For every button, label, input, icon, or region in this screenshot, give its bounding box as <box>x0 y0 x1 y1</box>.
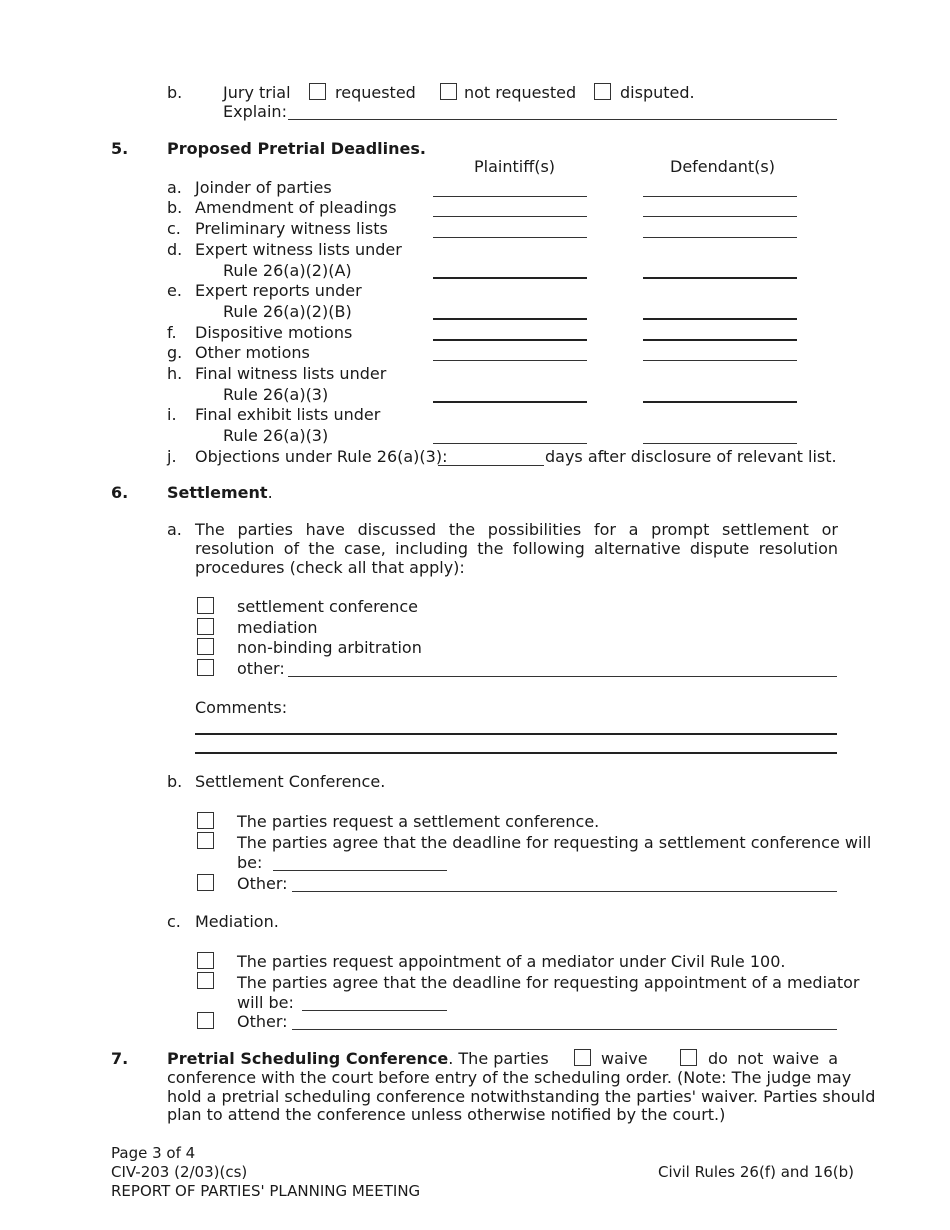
plaintiff-date-line[interactable] <box>433 196 587 197</box>
deadline-letter: h. <box>167 364 183 383</box>
adr-checkbox[interactable] <box>197 597 214 614</box>
waive-checkbox[interactable] <box>574 1049 591 1066</box>
objections-days-line[interactable] <box>438 465 544 466</box>
footer-form-number: CIV-203 (2/03)(cs) <box>111 1163 248 1181</box>
comments-line[interactable] <box>195 752 837 754</box>
defendant-date-line[interactable] <box>643 237 797 238</box>
not-waive-checkbox[interactable] <box>680 1049 697 1066</box>
jury-trial-label: Jury trial <box>223 83 291 102</box>
sub-letter: c. <box>167 912 181 931</box>
plaintiff-date-line[interactable] <box>433 339 587 341</box>
adr-paragraph: The parties have discussed the possibilities for a prompt settlement or resolution of the case, including the following alternative dispute resolution procedures (check all that apply): <box>195 520 838 577</box>
comments-line[interactable] <box>195 733 837 735</box>
subsection-title: Settlement Conference. <box>195 772 386 791</box>
mediation-option-label: The parties agree that the deadline for requesting appointment of a mediator <box>237 973 860 992</box>
deadline-letter: e. <box>167 281 182 300</box>
comments-label: Comments: <box>195 698 288 717</box>
mediation-option-label: The parties request appointment of a mediator under Civil Rule 100. <box>237 952 786 971</box>
mediation-other-line[interactable] <box>292 1029 837 1030</box>
jury-disputed-checkbox[interactable] <box>594 83 611 100</box>
plaintiff-date-line[interactable] <box>433 401 587 403</box>
settlement-option-label: The parties agree that the deadline for requesting a settlement conference will <box>237 833 872 852</box>
settlement-deadline-line[interactable] <box>273 870 447 871</box>
defendant-date-line[interactable] <box>643 443 797 444</box>
section-number: 5. <box>111 139 129 158</box>
deadline-label: Amendment of pleadings <box>195 198 397 217</box>
jury-requested-label: requested <box>335 83 416 102</box>
pretrial-title: Pretrial Scheduling Conference <box>167 1049 449 1068</box>
pretrial-text-line: plan to attend the conference unless otherwise notified by the court.) <box>167 1105 726 1124</box>
plaintiff-date-line[interactable] <box>433 237 587 238</box>
section-title <box>167 483 273 503</box>
defendant-date-line[interactable] <box>643 318 797 320</box>
sub-letter: a. <box>167 520 182 539</box>
plaintiff-column-header: Plaintiff(s) <box>474 157 556 176</box>
deadline-rule: Rule 26(a)(3) <box>223 426 329 445</box>
plaintiff-date-line[interactable] <box>433 360 587 361</box>
deadline-rule: Rule 26(a)(2)(B) <box>223 302 352 321</box>
deadline-label: Expert reports under <box>195 281 362 300</box>
item-letter: b. <box>167 83 183 102</box>
jury-not-requested-label: not requested <box>464 83 577 102</box>
deadline-label: Joinder of parties <box>195 178 332 197</box>
objections-suffix: days after disclosure of relevant list. <box>545 447 837 466</box>
section-number: 6. <box>111 483 129 502</box>
defendant-date-line[interactable] <box>643 339 797 341</box>
settlement-title-period: . <box>267 483 273 502</box>
adr-checkbox[interactable] <box>197 659 214 676</box>
explain-label: Explain: <box>223 102 287 121</box>
section-title: Proposed Pretrial Deadlines. <box>167 139 426 158</box>
defendant-date-line[interactable] <box>643 401 797 403</box>
settlement-option-label: The parties request a settlement conference. <box>237 812 600 831</box>
settlement-option-label: be: <box>237 853 263 872</box>
deadline-label: Final witness lists under <box>195 364 387 383</box>
sub-letter: b. <box>167 772 183 791</box>
jury-requested-checkbox[interactable] <box>309 83 326 100</box>
mediator-request-checkbox[interactable] <box>197 952 214 969</box>
deadline-letter: a. <box>167 178 182 197</box>
pretrial-text-line: conference with the court before entry of the scheduling order. (Note: The judge may <box>167 1068 852 1087</box>
pretrial-text-line: hold a pretrial scheduling conference notwithstanding the parties' waiver. Parties should <box>167 1087 876 1106</box>
deadline-letter: i. <box>167 405 177 424</box>
waive-label: waive <box>601 1049 648 1068</box>
adr-checkbox[interactable] <box>197 638 214 655</box>
section-number: 7. <box>111 1049 129 1068</box>
defendant-date-line[interactable] <box>643 360 797 361</box>
deadline-label: Other motions <box>195 343 310 362</box>
explain-line[interactable] <box>288 119 837 120</box>
mediator-deadline-line[interactable] <box>302 1010 447 1011</box>
footer-rules: Civil Rules 26(f) and 16(b) <box>658 1163 854 1181</box>
settlement-title: Settlement <box>167 483 268 502</box>
jury-disputed-label: disputed. <box>620 83 695 102</box>
settlement-deadline-checkbox[interactable] <box>197 832 214 849</box>
adr-checkbox[interactable] <box>197 618 214 635</box>
mediation-option-label: Other: <box>237 1012 288 1031</box>
footer-form-title: REPORT OF PARTIES' PLANNING MEETING <box>111 1182 421 1200</box>
deadline-letter: d. <box>167 240 183 259</box>
objections-label: Objections under Rule 26(a)(3): <box>195 447 448 466</box>
deadline-letter: g. <box>167 343 183 362</box>
deadline-letter: j. <box>167 447 177 466</box>
adr-option-label: settlement conference <box>237 597 418 616</box>
footer-page: Page 3 of 4 <box>111 1144 196 1162</box>
defendant-column-header: Defendant(s) <box>670 157 775 176</box>
plaintiff-date-line[interactable] <box>433 443 587 444</box>
plaintiff-date-line[interactable] <box>433 318 587 320</box>
mediation-option-label: will be: <box>237 993 294 1012</box>
deadline-label: Final exhibit lists under <box>195 405 381 424</box>
adr-option-label: non-binding arbitration <box>237 638 422 657</box>
deadline-label: Preliminary witness lists <box>195 219 388 238</box>
jury-not-requested-checkbox[interactable] <box>440 83 457 100</box>
settlement-request-checkbox[interactable] <box>197 812 214 829</box>
adr-option-label: mediation <box>237 618 318 637</box>
plaintiff-date-line[interactable] <box>433 216 587 217</box>
subsection-title: Mediation. <box>195 912 279 931</box>
adr-option-label: other: <box>237 659 285 678</box>
defendant-date-line[interactable] <box>643 277 797 279</box>
mediator-deadline-checkbox[interactable] <box>197 972 214 989</box>
deadline-rule: Rule 26(a)(2)(A) <box>223 261 352 280</box>
mediation-other-checkbox[interactable] <box>197 1012 214 1029</box>
settlement-other-checkbox[interactable] <box>197 874 214 891</box>
deadline-letter: b. <box>167 198 183 217</box>
deadline-rule: Rule 26(a)(3) <box>223 385 329 404</box>
deadline-letter: f. <box>167 323 177 342</box>
deadline-label: Dispositive motions <box>195 323 353 342</box>
settlement-option-label: Other: <box>237 874 288 893</box>
pretrial-first-line <box>167 1049 549 1069</box>
pretrial-lead: . The parties <box>448 1049 549 1068</box>
deadline-letter: c. <box>167 219 181 238</box>
defendant-date-line[interactable] <box>643 196 797 197</box>
settlement-other-line[interactable] <box>292 891 837 892</box>
defendant-date-line[interactable] <box>643 216 797 217</box>
deadline-label: Expert witness lists under <box>195 240 402 259</box>
not-waive-label: do not waive a <box>708 1049 838 1068</box>
adr-other-line[interactable] <box>288 676 837 677</box>
plaintiff-date-line[interactable] <box>433 277 587 279</box>
